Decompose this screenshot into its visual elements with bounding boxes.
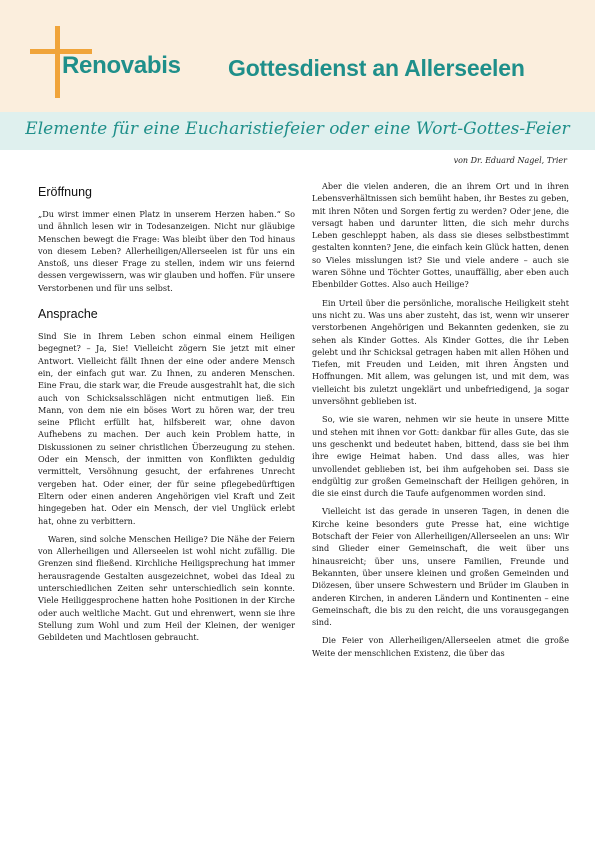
- page-title: Gottesdienst an Allerseelen: [228, 55, 525, 81]
- paragraph: Ein Urteil über die persönliche, moralische Heiligkeit steht uns nicht zu. Was uns aber zusteht, das ist, wenn wir unserer verstorbenen Angehörigen und Bekannten gedenken, sie zu sehen als Kinder Gottes. Als Kinder Gottes, die ihr Leben gelebt und ihr Schicksal getragen haben mit allen Höhen und Tiefen, mit Freuden und Leiden, mit ihren Ängsten und Hoffnungen. Mit allem, was gelungen ist, und mit dem, was vielleicht bis zuletzt ungeklärt und unbefriedigend, ja sogar unversöhnt geblieben ist.: [312, 297, 569, 407]
- paragraph: Waren, sind solche Menschen Heilige? Die Nähe der Feiern von Allerheiligen und Allerseelen ist wohl nicht zufällig. Die Grenzen sind fließend. Kirchliche Heiligsprechung hat immer herausragende Gestalten ausgezeichnet, wobei das Ideal zu unterschiedlichen Zeiten sehr unterschiedlich sein konnte. Viele Heiliggesprochene hatten hohe Positionen in der Kirche oder auch weltliche Macht. Gut und ehrenwert, wenn sie ihre Stellung zum Wohl und zum Heil der Kleinen, der weniger Gebildeten und Machtlosen gebraucht.: [38, 533, 295, 643]
- cross-logo-vertical: [55, 26, 60, 98]
- heading-eroeffnung: Eröffnung: [38, 185, 92, 199]
- author-line: von Dr. Eduard Nagel, Trier: [453, 156, 567, 165]
- logo-text: Renovabis: [62, 52, 181, 79]
- paragraph: Sind Sie in Ihrem Leben schon einmal einem Heiligen begegnet? – Ja, Sie! Vielleicht zögern Sie jetzt mit einer Antwort. Vielleicht fällt Ihnen der eine oder andere Mensch ein, der einfach gut war. Zu Ihnen, zu anderen Menschen. Eine Frau, die stark war, die Freude ausgestrahlt hat, die sich auch von Schicksalsschlägen nicht entmutigen ließ. Ein Mann, von dem nie ein böses Wort zu hören war, der treu seine Pflicht erfüllt hat, hilfsbereit war, ohne davon Aufhebens zu machen. Der auch kein Problem hatte, in Diskussionen zu seiner christlichen Überzeugung zu stehen. Oder ein Mensch, der inmitten von Konflikten geduldig vermittelt, Versöhnung gesucht, der erfahrenes Unrecht vergeben hat. Oder einer, der für seine pflegebedürftigen Eltern oder einen anderen Angehörigen viel Kraft und Zeit hingegeben hat. Oder ein Mensch, der viel Unglück erlebt hat, ohne zu verbittern.: [38, 331, 295, 526]
- subtitle: Elemente für eine Eucharistiefeier oder eine Wort-Gottes-Feier: [25, 119, 570, 139]
- left-column: [38, 180, 295, 650]
- heading-ansprache: Ansprache: [38, 307, 98, 322]
- paragraph: Aber die vielen anderen, die an ihrem Ort und in ihren Lebensverhältnissen sich bemüht haben, ihr Bestes zu geben, mit ihren Nöten und Sorgen fertig zu werden? Oder jene, die versagt haben und darunter litten, die sich mehr durchs Leben geschleppt haben, als dass sie dieses selbstbestimmt gestalten konnten? Jene, die einfach kein Glück hatten, denen so Vieles misslungen ist? Sie und viele andere – auch sie waren Söhne und Töchter Gottes, unauffällig, aber eben auch Ebenbilder Gottes. Also auch Heilige?: [312, 181, 569, 290]
- paragraph: So, wie sie waren, nehmen wir sie heute in unsere Mitte und stehen mit ihnen vor Gott: dankbar für alles Gute, das sie uns geschenkt und bedeutet haben, bittend, dass sie bei ihm ihre ewige Heimat haben. Und dass alles, was hier unvollendet geblieben ist, bei ihm aufgehoben sei. Dass sie endgültig zur großen Gemeinschaft der Heiligen gehören, in die sie einst durch die Taufe aufgenommen worden sind.: [312, 414, 569, 499]
- right-column: [312, 180, 569, 665]
- paragraph: „Du wirst immer einen Platz in unserem Herzen haben.“ So und ähnlich lesen wir in Todesanzeigen. Nicht nur gläubige Menschen bewegt die Frage: Was bleibt über den Tod hinaus von diesem Leben? Allerheiligen/Allerseelen ist für uns ein Anstoß, uns dieser Frage zu stellen, indem wir uns feiernd dessen vergewissern, was wir glauben und hoffen. Für unsere Verstorbenen und für uns selbst.: [38, 209, 295, 293]
- paragraph: Vielleicht ist das gerade in unseren Tagen, in denen die Kirche keine besonders gute Presse hat, eine wichtige Botschaft der Feier von Allerheiligen/Allerseelen an uns: Wir sind Glieder einer Gemeinschaft, die weit über uns hinausreicht; über uns, unsere Familien, Freunde und Bekannten, über unsere kleinen und großen Gemeinden und Diözesen, über unsere Schwestern und Brüder im Glauben in anderen Kirchen, in anderen Ländern und Kontinenten – eine Gemeinschaft, die bis zu den reicht, die uns vorausgegangen sind.: [312, 506, 569, 628]
- paragraph: Die Feier von Allerheiligen/Allerseelen atmet die große Weite der menschlichen Existenz, die über das: [312, 635, 569, 658]
